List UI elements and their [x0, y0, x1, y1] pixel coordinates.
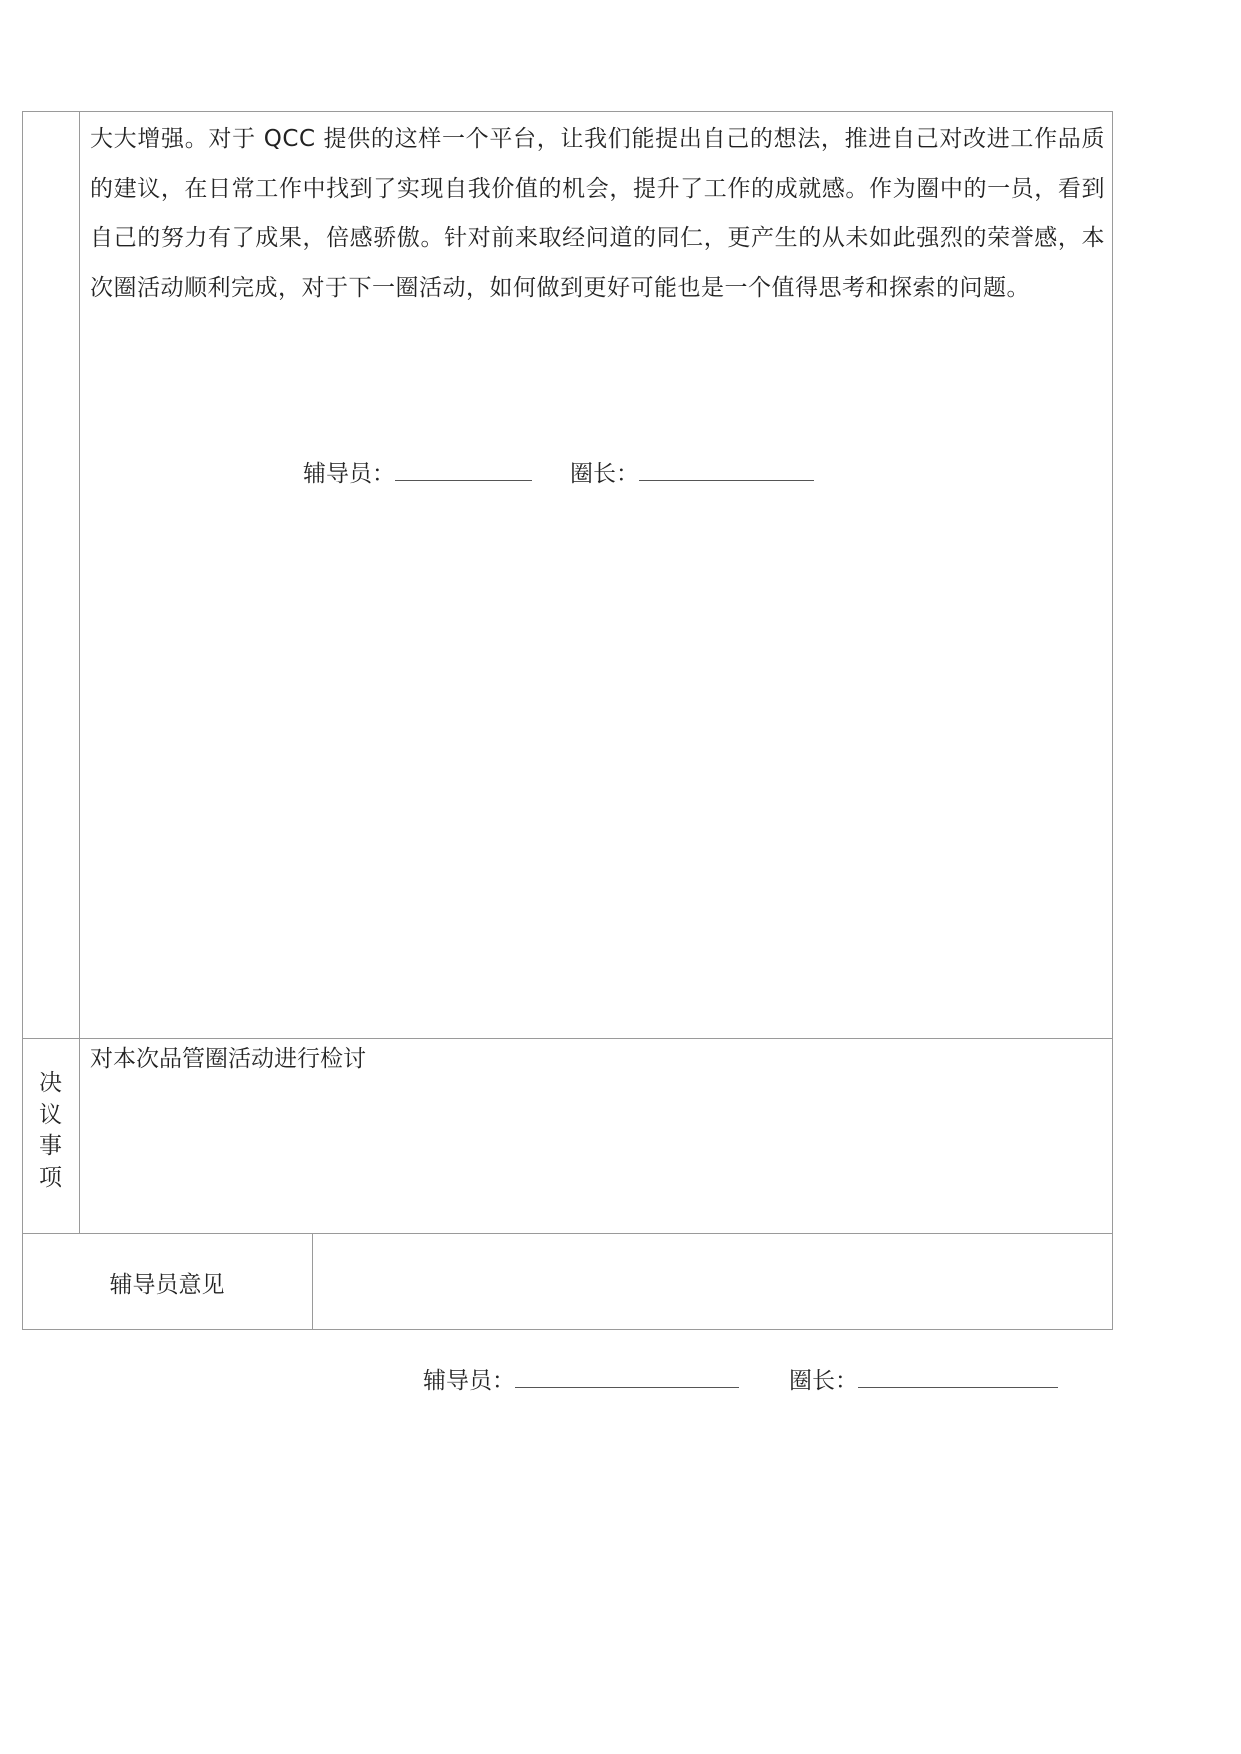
bottom-advisor-label: 辅导员：: [423, 1368, 515, 1394]
inner-advisor-label: 辅导员：: [303, 461, 395, 487]
bottom-advisor-signature-field[interactable]: [515, 1363, 739, 1388]
inner-signature-row: [303, 455, 814, 488]
resolution-label-char: 事: [39, 1133, 62, 1159]
advisor-opinion-label: 辅导员意见: [109, 1271, 225, 1298]
left-column-divider: [79, 111, 80, 1234]
inner-leader-signature-field[interactable]: [639, 456, 814, 481]
resolution-label-char: 项: [39, 1164, 62, 1191]
bottom-signature-row: [423, 1362, 1058, 1395]
resolution-content: 对本次品管圈活动进行检讨: [90, 1046, 366, 1072]
resolution-label-char: 决: [39, 1070, 62, 1096]
bottom-leader-label: 圈长：: [789, 1368, 858, 1394]
resolution-label-char: 议: [39, 1101, 62, 1128]
bottom-leader-signature-field[interactable]: [858, 1363, 1058, 1388]
resolution-row-label: [22, 1068, 79, 1194]
inner-advisor-signature-field[interactable]: [395, 456, 532, 481]
summary-paragraph: 大大增强。对于 QCC 提供的这样一个平台，让我们能提出自己的想法，推进自己对改进工作品质的建议，在日常工作中找到了实现自我价值的机会，提升了工作的成就感。作为圈中的一员，看到自己的努力有了成果，倍感骄傲。针对前来取经问道的同仁，更产生的从未如此强烈的荣誉感，本次圈活动顺利完成，对于下一圈活动，如何做到更好可能也是一个值得思考和探索的问题。: [90, 126, 1105, 301]
inner-leader-label: 圈长：: [570, 461, 639, 487]
advisor-opinion-field[interactable]: [313, 1234, 1112, 1329]
row-divider-summary: [22, 1038, 1113, 1039]
